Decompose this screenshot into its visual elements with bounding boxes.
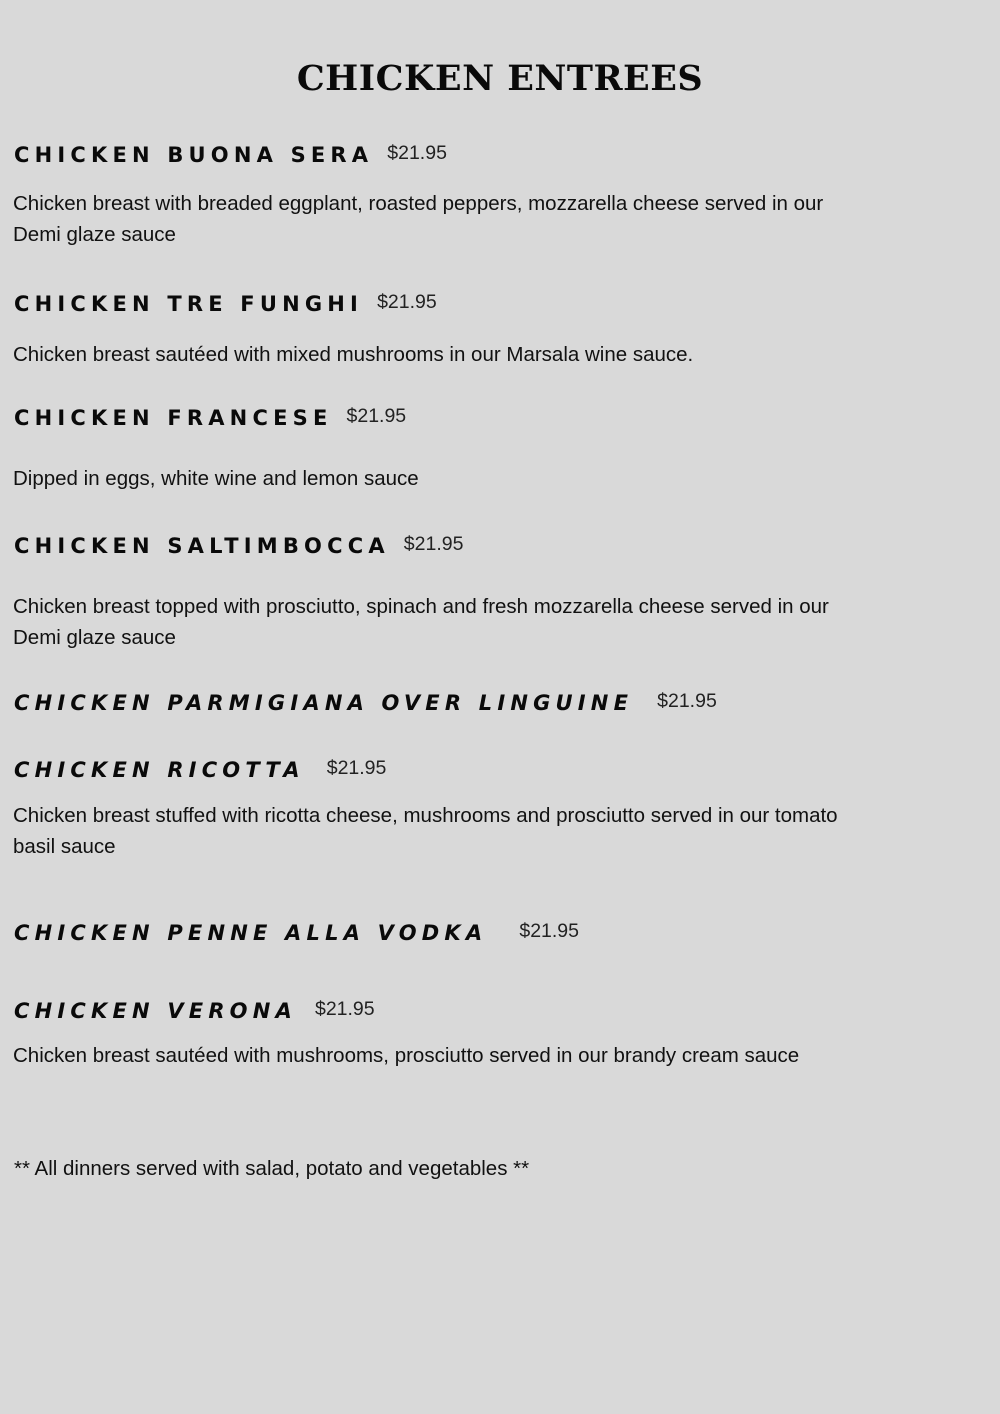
menu-item-header (14, 143, 447, 168)
dish-description: Chicken breast sautéed with mixed mushrooms in our Marsala wine sauce. (13, 343, 694, 366)
dish-price: $21.95 (403, 533, 464, 555)
menu-item-header (14, 691, 717, 716)
dish-price: $21.95 (326, 757, 387, 779)
dish-price: $21.95 (314, 998, 375, 1020)
footer-note: ** All dinners served with salad, potato and vegetables ** (14, 1157, 530, 1180)
dish-description: Chicken breast topped with prosciutto, spinach and fresh mozzarella cheese served in our Demi glaze sauce (13, 595, 829, 649)
dish-price: $21.95 (519, 920, 579, 942)
menu-item-header (14, 921, 579, 946)
dish-price: $21.95 (387, 142, 447, 164)
dish-name: CHICKEN PARMIGIANA OVER LINGUINE (14, 691, 634, 715)
menu-item-header (14, 406, 406, 431)
dish-name: CHICKEN FRANCESE (14, 406, 333, 430)
dish-price: $21.95 (377, 291, 437, 313)
dish-description: Dipped in eggs, white wine and lemon sauce (13, 467, 419, 490)
dish-name: CHICKEN SALTIMBOCCA (14, 534, 390, 558)
page-title: CHICKEN ENTREES (296, 58, 704, 99)
dish-name: CHICKEN BUONA SERA (14, 143, 374, 167)
dish-description: Chicken breast stuffed with ricotta cheese, mushrooms and prosciutto served in our tomato basil sauce (13, 804, 838, 858)
menu-item-header (14, 758, 386, 783)
dish-description: Chicken breast sautéed with mushrooms, prosciutto served in our brandy cream sauce (13, 1044, 800, 1067)
dish-price: $21.95 (346, 405, 407, 427)
menu-item-header (14, 534, 463, 559)
menu-item-header (14, 292, 437, 317)
dish-name: CHICKEN TRE FUNGHI (14, 292, 364, 316)
dish-name: CHICKEN RICOTTA (14, 758, 305, 782)
menu-item-header (14, 999, 375, 1024)
dish-description: Chicken breast with breaded eggplant, roasted peppers, mozzarella cheese served in our Demi glaze sauce (13, 192, 824, 246)
dish-name: CHICKEN PENNE ALLA VODKA (14, 921, 488, 945)
dish-name: CHICKEN VERONA (14, 999, 297, 1023)
dish-price: $21.95 (657, 690, 717, 712)
